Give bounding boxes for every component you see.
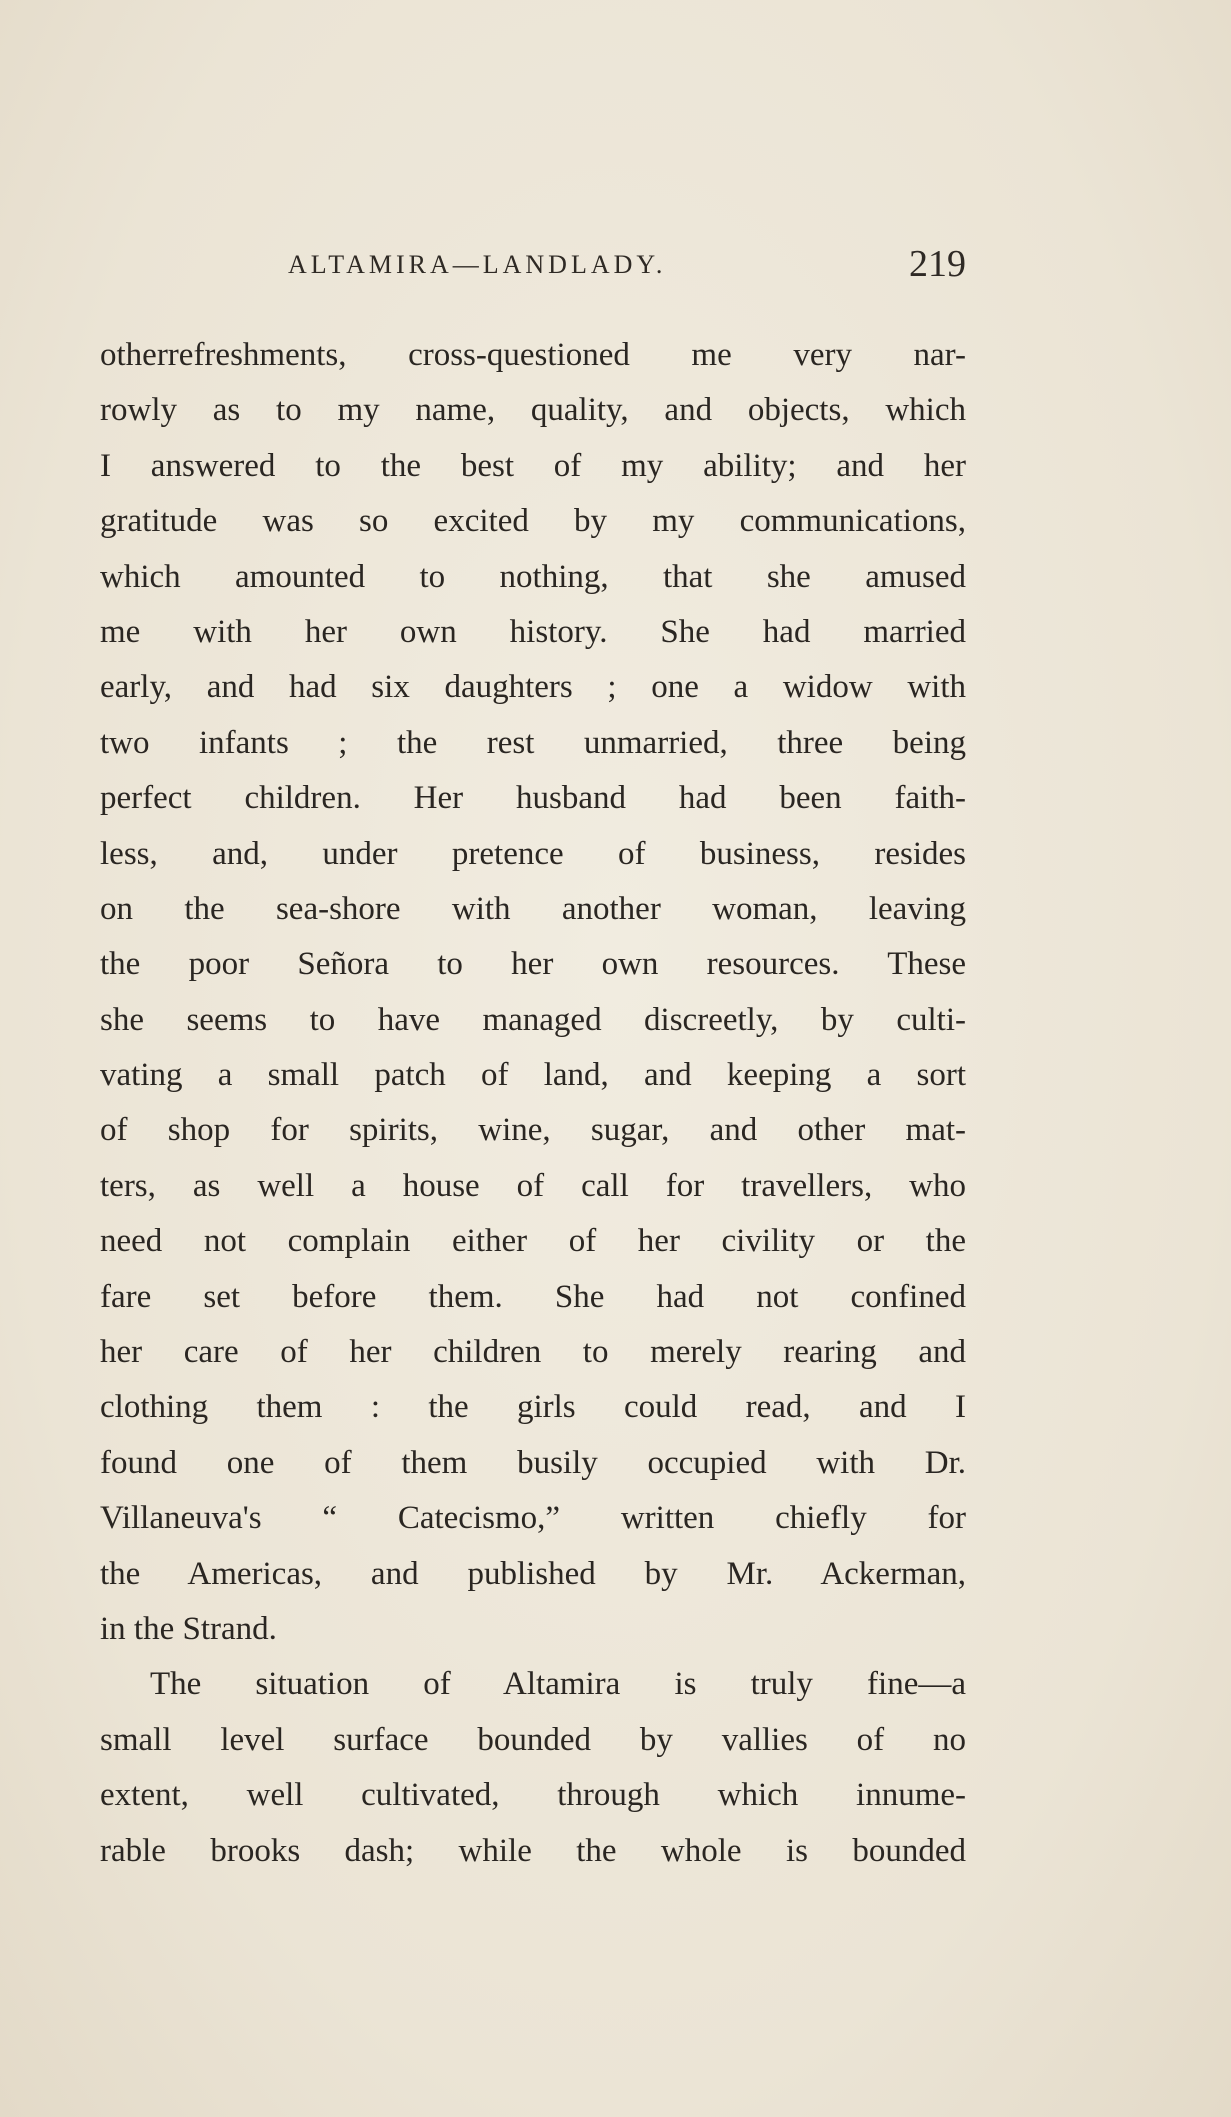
text-line: rable brooks dash; while the whole is bounded	[100, 1832, 966, 1869]
body-text	[100, 328, 966, 1879]
page-number: 219	[909, 243, 966, 285]
text-line: ters, as well a house of call for travellers, who	[100, 1167, 966, 1204]
text-line: she seems to have managed discreetly, by culti-	[100, 1001, 966, 1038]
text-line: extent, well cultivated, through which innume-	[100, 1777, 966, 1814]
text-line: clothing them : the girls could read, and I	[100, 1389, 966, 1426]
text-line: the Americas, and published by Mr. Ackerman,	[100, 1555, 966, 1592]
text-line: less, and, under pretence of business, resides	[100, 835, 966, 872]
text-line: which amounted to nothing, that she amused	[100, 558, 966, 595]
text-line: otherrefreshments, cross-questioned me very nar-	[100, 337, 966, 373]
text-line: I answered to the best of my ability; and her	[100, 447, 966, 484]
text-line: in the Strand.	[100, 1610, 277, 1647]
text-line: found one of them busily occupied with Dr.	[100, 1444, 966, 1481]
text-line: vating a small patch of land, and keeping a sort	[100, 1057, 966, 1094]
text-line: the poor Señora to her own resources. These	[100, 946, 966, 983]
text-line: need not complain either of her civility or the	[100, 1223, 966, 1260]
text-line: gratitude was so excited by my communications,	[100, 503, 966, 540]
text-line: rowly as to my name, quality, and objects, which	[100, 392, 966, 429]
text-line: The situation of Altamira is truly fine—a	[150, 1666, 966, 1703]
text-line: fare set before them. She had not confined	[100, 1278, 966, 1315]
text-line: of shop for spirits, wine, sugar, and other mat-	[100, 1112, 966, 1149]
text-line: small level surface bounded by vallies of no	[100, 1721, 966, 1758]
page-header	[100, 242, 966, 302]
running-head: ALTAMIRA—LANDLADY.	[288, 250, 667, 279]
text-line: Villaneuva's “ Catecismo,” written chiefly for	[100, 1500, 966, 1537]
text-line: perfect children. Her husband had been faith-	[100, 780, 966, 817]
text-line: on the sea-shore with another woman, leaving	[100, 890, 966, 927]
text-line: two infants ; the rest unmarried, three being	[100, 724, 966, 761]
text-line: me with her own history. She had married	[100, 613, 966, 650]
text-line: early, and had six daughters ; one a widow with	[100, 669, 966, 706]
text-line: her care of her children to merely rearing and	[100, 1334, 966, 1371]
